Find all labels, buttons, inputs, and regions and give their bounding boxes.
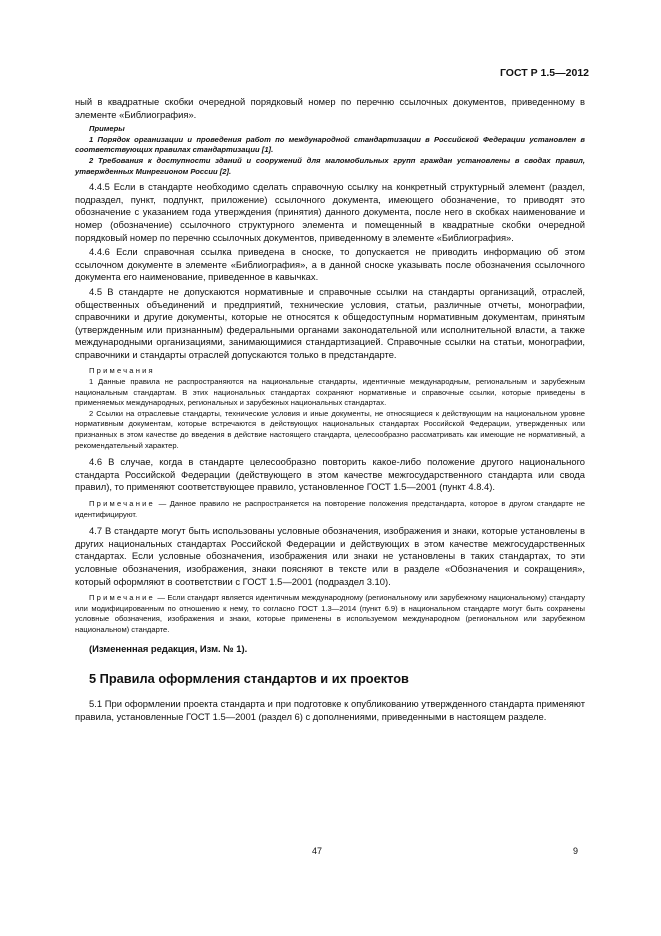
note-4-7 [75, 593, 585, 635]
paragraph-continuation: ный в квадратные скобки очередной порядковый номер по перечню ссылочных документов, приведенному в элементе «Библиография». [75, 96, 585, 120]
page-number-center: 47 [312, 846, 323, 856]
document-header-id: ГОСТ Р 1.5—2012 [499, 67, 589, 79]
note-text: — Данное правило не распространяется на повторение положения предстандарта, которое в другом стандарте не идентифицируют. [75, 499, 585, 519]
paragraph-4-6: 4.6 В случае, когда в стандарте целесообразно повторить какое-либо положение другого национального стандарта Российской Федерации (действующего в этом качестве межгосударственного стандарта или свода правил), то применяют соответствующее правило, установленное ГОСТ 1.5—2001 (пункт 4.8.4). [75, 456, 585, 493]
paragraph-4-4-5: 4.4.5 Если в стандарте необходимо сделать справочную ссылку на конкретный структурный элемент (раздел, подраздел, пункт, подпункт, приложение) ссылочного документа, имеющего обозначение, то приводят это обозначение с указанием года утверждения (принятия) данного документа, после него в скобках наименование и номер (обозначение) ссылочного структурного элемента и помещенный в квадратные скобки очередной порядковый номер по перечню ссылочных документов, приведенному в элементе «Библиография». [75, 181, 585, 243]
note-2: 2 Ссылки на отраслевые стандарты, технические условия и иные документы, не относящиеся к действующим на национальном уровне нормативным документам, которые встречаются в действующих национальных стандартах Российской Федерации, утвержденных или признанных в этом качестве до введения в действие настоящего стандарта, целесообразно рассматривать как имеющие не нормативный, а рекомендательный характер. [75, 408, 585, 450]
notes-title: Примечания [89, 366, 155, 376]
note-label: Примечание [89, 593, 155, 603]
amendment-note: (Измененная редакция, Изм. № 1). [89, 642, 248, 654]
example-2: 2 Требования к доступности зданий и сооружений для маломобильных групп граждан установлены в сводах правил, утвержденных Минрегионом России [2]. [75, 155, 585, 176]
section-5-heading: 5 Правила оформления стандартов и их проектов [89, 671, 409, 687]
page-number-right: 9 [573, 846, 579, 856]
examples-title: Примеры [89, 124, 125, 134]
paragraph-5-1: 5.1 При оформлении проекта стандарта и при подготовке к опубликованию утвержденного стандарта применяют правила, установленные ГОСТ 1.5—2001 (раздел 6) с дополнениями, приведенными в настоящем разделе. [75, 698, 585, 722]
example-1: 1 Порядок организации и проведения работ по международной стандартизации в Российской Федерации установлен в соответствующих правилах стандартизации [1]. [75, 134, 585, 155]
paragraph-4-7: 4.7 В стандарте могут быть использованы условные обозначения, изображения и знаки, которые установлены в других национальных стандартах Российской Федерации и действующих в этом качестве межгосударственных стандартах. Если условные обозначения, изображения или знаки не установлены в таких стандартах, то эти условные обозначения, изображения, знаки поясняют в тексте или в разделе «Обозначения и сокращения», который оформляют в соответствии с ГОСТ 1.5—2001 (подраздел 3.10). [75, 525, 585, 587]
note-4-6 [75, 499, 585, 520]
text-block-top [75, 96, 585, 723]
paragraph-4-5: 4.5 В стандарте не допускаются нормативные и справочные ссылки на стандарты организаций, отраслей, общественных объединений и предприятий, технические условия, статьи, различные отчеты, монографии, справочники и другие документы, которые не относятся к общедоступным нормативным документам, принятым (утвержденным или признанным) федеральными органами законодательной или исполнительной власти, а также международными организациями, занимающимися стандартизацией. Справочные ссылки на статьи, монографии, справочники и стандарты отраслей допускаются только в предстандарте. [75, 285, 585, 360]
note-text: — Если стандарт является идентичным международному (региональному или зарубежному национальному) стандарту или модифицированным по отношению к нему, то согласно ГОСТ 1.3—2014 (пункт 6.9) в национальном стандарте могут быть сохранены условные обозначения, изображения и знаки, которые применены в используемом международном (региональном или зарубежном национальном) стандарте. [75, 593, 585, 634]
paragraph-4-4-6: 4.4.6 Если справочная ссылка приведена в сноске, то допускается не приводить информацию об этом ссылочном документе в элементе «Библиография», а в данной сноске указывать после обозначения ссылочного документа его наименование, приведенное в кавычках. [75, 246, 585, 283]
note-1: 1 Данные правила не распространяются на национальные стандарты, идентичные международным, региональным и зарубежным национальным стандартам. В этих национальных стандартах сохраняют нормативные и справочные ссылки, которые приведены в применяемых международных, региональных и зарубежных национальных стандартах. [75, 377, 585, 408]
note-label: Примечание [89, 499, 155, 508]
